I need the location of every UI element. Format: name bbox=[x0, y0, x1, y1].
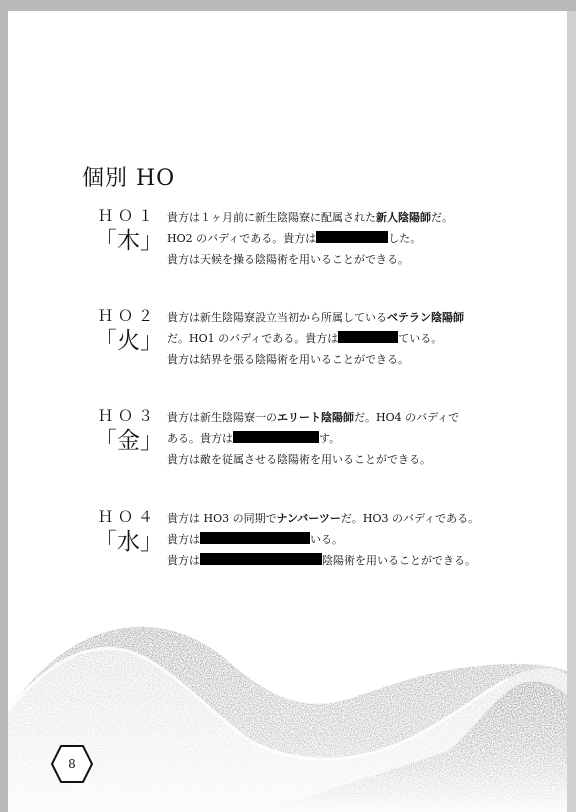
line-text: だ。HO1 のバディである。貴方は bbox=[167, 332, 339, 345]
ho-element: 「金」 bbox=[94, 428, 163, 454]
ho-description bbox=[167, 407, 507, 470]
role-highlight: ナンバーツー bbox=[276, 512, 341, 525]
redaction-bar bbox=[316, 231, 388, 243]
description-line bbox=[167, 349, 507, 370]
line-text: す。 bbox=[319, 432, 341, 445]
ho-element: 「火」 bbox=[94, 328, 163, 354]
ho-name: ＨＯ１ bbox=[97, 207, 158, 225]
line-text: だ。 bbox=[431, 211, 453, 224]
line-text: 陰陽術を用いることができる。 bbox=[322, 554, 476, 567]
description-line bbox=[167, 307, 507, 328]
line-text: ある。貴方は bbox=[167, 432, 233, 445]
ho-label bbox=[94, 407, 162, 456]
redaction-bar bbox=[233, 431, 319, 443]
line-text: 貴方は bbox=[167, 554, 200, 567]
description-line bbox=[167, 529, 507, 550]
viewer-edge bbox=[567, 11, 576, 812]
description-line bbox=[167, 207, 507, 228]
ho-name: ＨＯ３ bbox=[97, 407, 158, 425]
role-highlight: 新人陰陽師 bbox=[376, 211, 431, 224]
ho-label bbox=[94, 207, 162, 256]
description-line bbox=[167, 428, 507, 449]
line-text: 貴方は天候を操る陰陽術を用いることができる。 bbox=[167, 253, 409, 266]
line-text: した。 bbox=[388, 232, 422, 245]
line-text: だ。HO3 のバディである。 bbox=[340, 512, 480, 525]
description-line bbox=[167, 550, 507, 571]
description-line bbox=[167, 449, 507, 470]
ho-name: ＨＯ４ bbox=[97, 508, 158, 526]
description-line bbox=[167, 249, 507, 270]
ho-description bbox=[167, 307, 507, 370]
ho-element: 「木」 bbox=[94, 228, 163, 254]
line-text: 貴方は１ヶ月前に新生陰陽寮に配属された bbox=[167, 211, 376, 224]
ho-description bbox=[167, 207, 507, 270]
line-text: HO2 のバディである。貴方は bbox=[167, 232, 317, 245]
redaction-bar bbox=[200, 553, 322, 565]
ho-element: 「水」 bbox=[94, 529, 163, 555]
line-text: 貴方は新生陰陽寮設立当初から所属している bbox=[167, 311, 387, 324]
redaction-bar bbox=[200, 532, 310, 544]
line-text: 貴方は HO3 の同期で bbox=[167, 512, 277, 525]
ho-label bbox=[94, 307, 162, 356]
line-text: 貴方は敵を従属させる陰陽術を用いることができる。 bbox=[167, 453, 431, 466]
document-page bbox=[8, 11, 567, 812]
ho-name: ＨＯ２ bbox=[97, 307, 158, 325]
description-line bbox=[167, 508, 507, 529]
line-text: 貴方は新生陰陽寮一の bbox=[167, 411, 277, 424]
description-line bbox=[167, 407, 507, 428]
ho-label bbox=[94, 508, 162, 557]
page-number: 8 bbox=[68, 757, 76, 771]
description-line bbox=[167, 328, 507, 349]
section-title: 個別 HO bbox=[82, 166, 176, 191]
line-text: 貴方は bbox=[167, 533, 200, 546]
line-text: だ。HO4 のバディで bbox=[354, 411, 460, 424]
redaction-bar bbox=[338, 331, 398, 343]
page-number-badge bbox=[50, 744, 94, 784]
line-text: いる。 bbox=[310, 533, 343, 546]
line-text: 貴方は結界を張る陰陽術を用いることができる。 bbox=[167, 353, 409, 366]
line-text: ている。 bbox=[398, 332, 443, 345]
role-highlight: エリート陰陽師 bbox=[277, 411, 354, 424]
description-line bbox=[167, 228, 507, 249]
ho-description bbox=[167, 508, 507, 571]
role-highlight: ベテラン陰陽師 bbox=[387, 311, 464, 324]
